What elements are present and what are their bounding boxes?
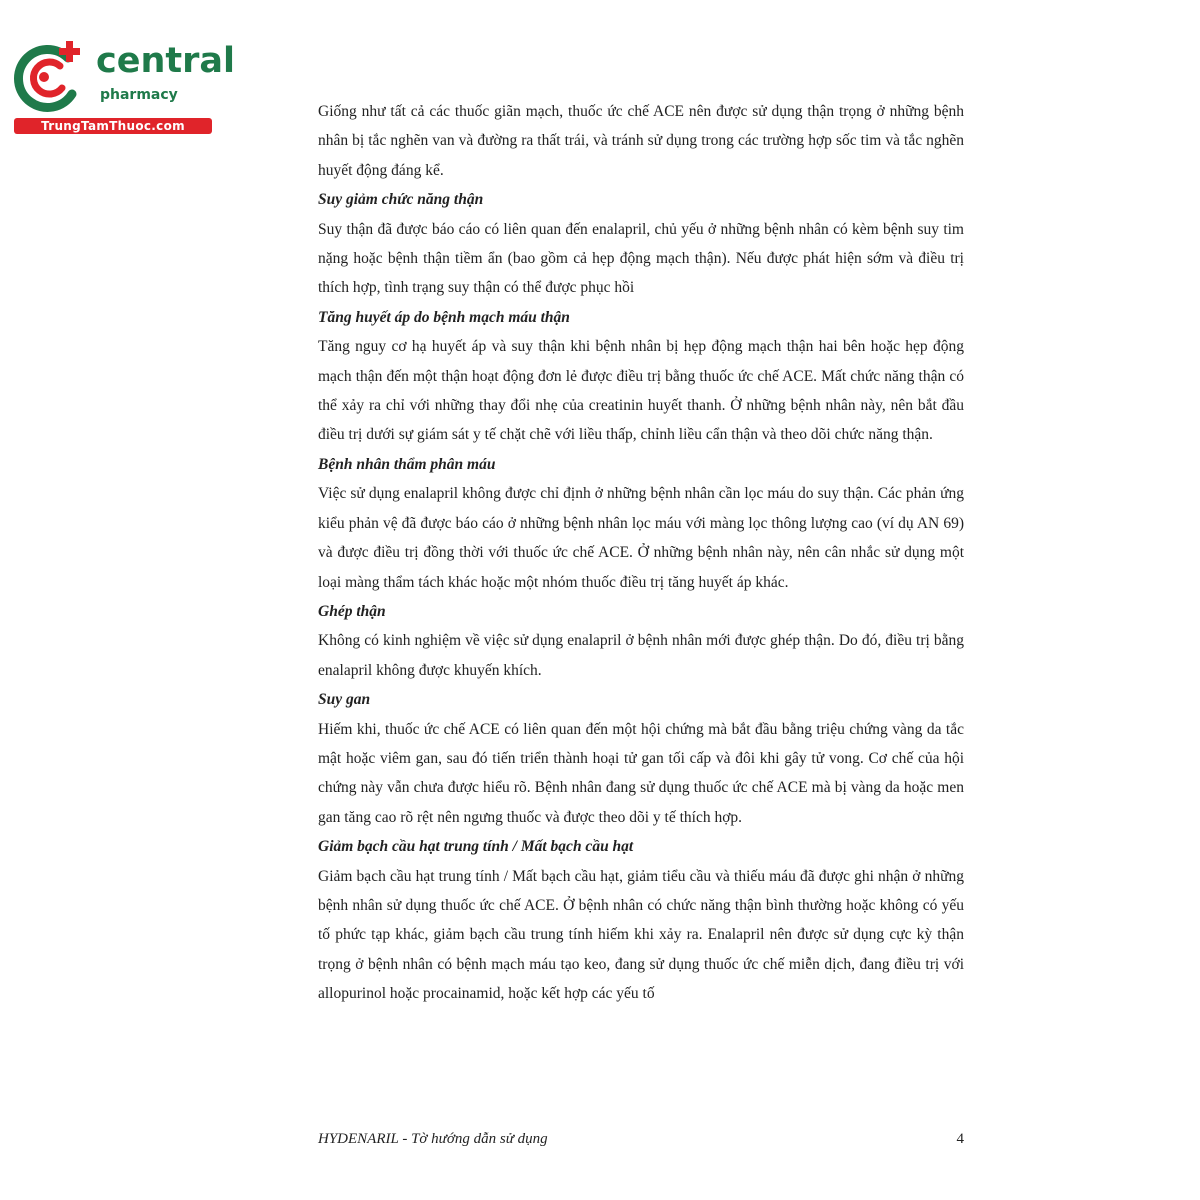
footer-title bbox=[318, 1131, 548, 1147]
section-heading: Suy giảm chức năng thận bbox=[318, 191, 484, 209]
section-heading: Tăng huyết áp do bệnh mạch máu thận bbox=[318, 308, 570, 326]
logo-brand-text: central bbox=[96, 41, 236, 81]
logo-site-banner: TrungTamThuoc.com bbox=[14, 118, 212, 134]
section-heading: Ghép thận bbox=[318, 602, 386, 620]
logo-sub-text: pharmacy bbox=[100, 87, 178, 103]
central-pharmacy-logo bbox=[10, 38, 236, 138]
section-heading: Bệnh nhân thẩm phân máu bbox=[318, 455, 496, 473]
paragraph: Giảm bạch cầu hạt trung tính / Mất bạch cầu hạt, giảm tiểu cầu và thiếu máu đã được ghi nhận ở những bệnh nhân sử dụng thuốc ức chế ACE. Ở bệnh nhân có chức năng thận bình thường hoặc không có yếu tố phức tạp khác, giảm bạch cầu trung tính hiếm khi xảy ra. Enalapril nên được sử dụng cực kỳ thận trọng ở bệnh nhân có bệnh mạch máu tạo keo, đang sử dụng thuốc ức chế miễn dịch, đang điều trị với allopurinol hoặc procainamid, hoặc kết hợp các yếu tố bbox=[318, 867, 964, 1003]
section-heading: Giảm bạch cầu hạt trung tính / Mất bạch cầu hạt bbox=[318, 838, 634, 856]
document-body bbox=[318, 97, 964, 1009]
footer-brand: HYDENARIL bbox=[318, 1131, 399, 1147]
paragraph: Suy thận đã được báo cáo có liên quan đến enalapril, chủ yếu ở những bệnh nhân có kèm bệnh suy tim nặng hoặc bệnh thận tiềm ẩn (bao gồm cả hẹp động mạch thận). Nếu được phát hiện sớm và điều trị thích hợp, tình trạng suy thận có thể được phục hồi bbox=[318, 220, 964, 297]
footer-subtitle: - Tờ hướng dẫn sử dụng bbox=[398, 1131, 548, 1147]
paragraph: Giống như tất cả các thuốc giãn mạch, thuốc ức chế ACE nên được sử dụng thận trọng ở những bệnh nhân bị tắc nghẽn van và đường ra thất trái, và tránh sử dụng trong các trường hợp sốc tim và tắc nghẽn huyết động đáng kể. bbox=[318, 103, 964, 179]
paragraph: Tăng nguy cơ hạ huyết áp và suy thận khi bệnh nhân bị hẹp động mạch thận hai bên hoặc hẹp động mạch thận đến một thận hoạt động đơn lẻ được điều trị bằng thuốc ức chế ACE. Mất chức năng thận có thể xảy ra chỉ với những thay đổi nhẹ của creatinin huyết thanh. Ở những bệnh nhân này, nên bắt đầu điều trị dưới sự giám sát y tế chặt chẽ với liều thấp, chỉnh liều cẩn thận và theo dõi chức năng thận. bbox=[318, 338, 964, 444]
paragraph: Không có kinh nghiệm về việc sử dụng enalapril ở bệnh nhân mới được ghép thận. Do đó, điều trị bằng enalapril không được khuyến khích. bbox=[318, 632, 964, 679]
page-footer bbox=[318, 1128, 964, 1150]
central-pharmacy-logo-icon bbox=[10, 38, 94, 118]
paragraph: Việc sử dụng enalapril không được chỉ định ở những bệnh nhân cần lọc máu do suy thận. Các phản ứng kiểu phản vệ đã được báo cáo ở những bệnh nhân lọc máu với màng lọc thông lượng cao (ví dụ AN 69) và được điều trị đồng thời với thuốc ức chế ACE. Ở những bệnh nhân này, nên cân nhắc sử dụng một loại màng thẩm tách khác hoặc một nhóm thuốc điều trị tăng huyết áp khác. bbox=[318, 485, 964, 591]
page-number: 4 bbox=[956, 1131, 964, 1147]
section-heading: Suy gan bbox=[318, 691, 371, 709]
paragraph: Hiếm khi, thuốc ức chế ACE có liên quan đến một hội chứng mà bắt đầu bằng triệu chứng vàng da tắc mật hoặc viêm gan, sau đó tiến triển thành hoại tử gan tối cấp và đôi khi gây tử vong. Cơ chế của hội chứng này vẫn chưa được hiểu rõ. Bệnh nhân đang sử dụng thuốc ức chế ACE mà bị vàng da hoặc men gan tăng cao rõ rệt nên ngưng thuốc và được theo dõi y tế thích hợp. bbox=[318, 720, 964, 826]
